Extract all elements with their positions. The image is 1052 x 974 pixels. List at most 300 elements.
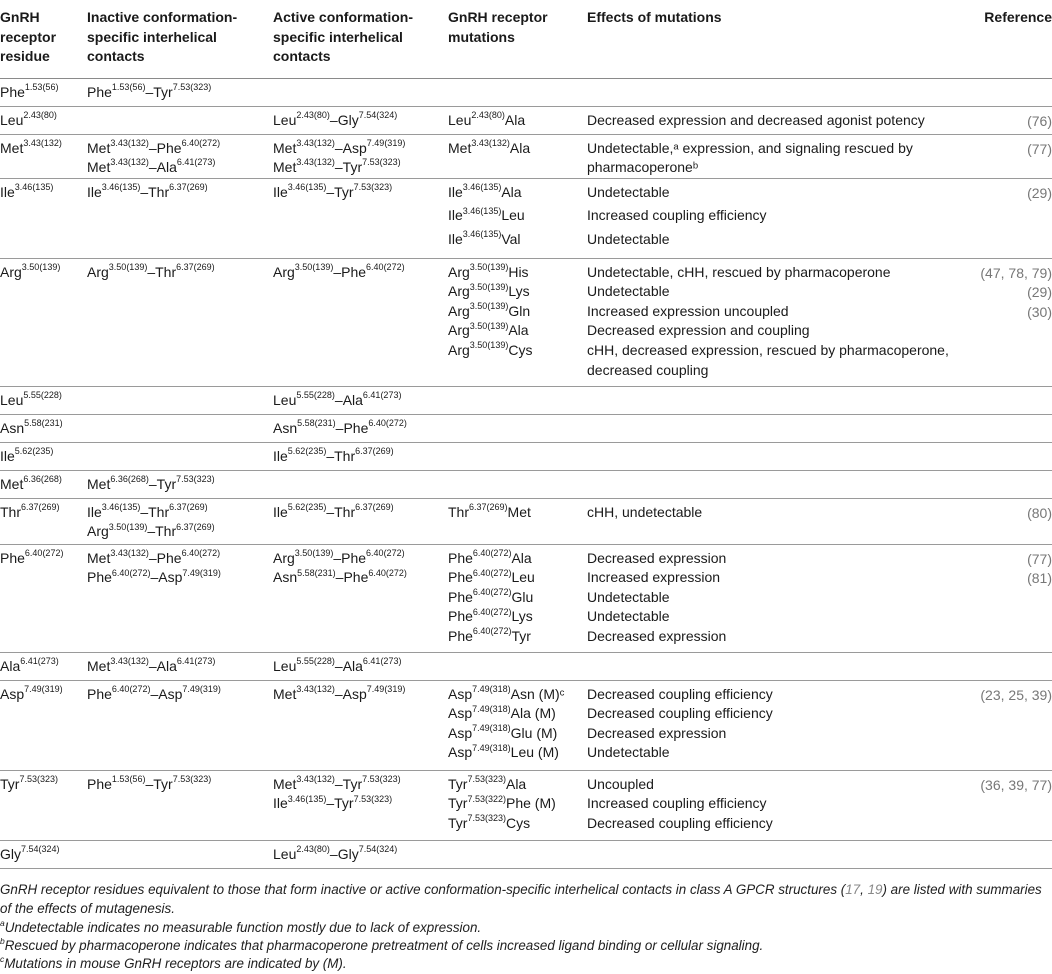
- effects-cell: [587, 106, 962, 134]
- effect-text: Decreased coupling efficiency: [587, 705, 773, 722]
- table-row: [0, 178, 1052, 258]
- effect-text: Increased expression: [587, 569, 721, 586]
- contact-number-b: 7.49(319): [182, 684, 221, 695]
- residue-number: 1.53(56): [24, 81, 59, 92]
- mutation-number: 3.50(139): [469, 320, 509, 331]
- inactive-contacts-cell: [87, 840, 273, 868]
- contact-pair: Met$^{3.43(132)}$–Asp$^{7.49(319)}$: [273, 684, 406, 702]
- table-row: [0, 106, 1052, 134]
- mutation-target: Met: [507, 503, 531, 520]
- effects-cell: [587, 470, 962, 498]
- contact-number-b: 7.49(319): [366, 137, 406, 148]
- contact-residue-a: Leu: [273, 657, 297, 674]
- reference-cell: [962, 414, 1052, 442]
- mutations-cell: [448, 544, 587, 652]
- mutation-number: 7.53(323): [467, 813, 506, 824]
- table-row: [0, 680, 1052, 770]
- contact-residue-a: Ile: [273, 183, 288, 200]
- contact-number-b: 6.37(269): [169, 502, 208, 513]
- residue-number: 5.62(235): [14, 446, 54, 457]
- effect-text: Undetectable: [587, 608, 670, 625]
- mutation-number: 6.40(272): [472, 567, 512, 578]
- inactive-contacts-cell: [87, 680, 273, 770]
- contact-number-a: 3.50(139): [294, 548, 334, 559]
- contact-residue-a: Phe: [87, 83, 112, 100]
- contact-pair: Ile$^{3.46(135)}$–Tyr$^{7.53(323)}$: [273, 793, 393, 812]
- contact-pair: Arg$^{3.50(139)}$–Thr$^{6.37(269)}$: [87, 262, 215, 280]
- mutation-target: Ala: [509, 139, 531, 156]
- contact-pair: Asn$^{5.58(231)}$–Phe$^{6.40(272)}$: [273, 418, 407, 436]
- mutation-number: 6.40(272): [472, 626, 512, 637]
- inactive-contacts-cell: [87, 78, 273, 106]
- contact-residue-b: Tyr: [342, 775, 363, 792]
- table-row: [0, 258, 1052, 386]
- inactive-contacts-cell: [87, 498, 273, 544]
- contact-pair: Phe$^{6.40(272)}$–Asp$^{7.49(319)}$: [87, 684, 221, 702]
- reference-cell: [962, 178, 1052, 258]
- contact-residue-a: Met: [273, 685, 297, 702]
- contact-pair: Phe$^{1.53(56)}$–Tyr$^{7.53(323)}$: [87, 774, 212, 792]
- active-contacts-cell: [273, 770, 448, 840]
- mutation: [448, 263, 587, 283]
- effect-text: cHH, undetectable: [587, 503, 703, 520]
- contact-pair: Leu$^{2.43(80)}$–Gly$^{7.54(324)}$: [273, 109, 398, 128]
- contact-number-a: 5.55(228): [296, 656, 335, 667]
- contact-pair: Met$^{3.43(132)}$–Ala$^{6.41(273)}$: [87, 656, 216, 674]
- mutation-number: 7.53(322): [467, 793, 506, 804]
- contact-residue-a: Phe: [87, 685, 112, 702]
- effects-cell: [587, 442, 962, 470]
- mutation-target: Glu (M): [510, 724, 558, 741]
- mutation-number: 7.49(318): [472, 742, 511, 753]
- contact-residue-b: Phe: [343, 569, 369, 586]
- footnote-a: $^a$Undetectable indicates no measurable function mostly due to lack of expression.: [0, 917, 482, 935]
- active-contacts-cell: [273, 134, 448, 178]
- mutation-residue: Phe: [448, 549, 473, 566]
- mutation-residue: Ile: [448, 183, 463, 200]
- residue-cell: [0, 470, 87, 498]
- inactive-contacts-cell: [87, 470, 273, 498]
- contact-residue-b: Phe: [156, 549, 182, 566]
- residue-number: 2.43(80): [23, 109, 57, 120]
- contact-pair: Leu$^{5.55(228)}$–Ala$^{6.41(273)}$: [273, 656, 402, 674]
- contact-residue-a: Met: [87, 549, 111, 566]
- mutations-cell: [448, 680, 587, 770]
- residue-name: Gly: [0, 845, 21, 862]
- effect-text: Undetectable: [587, 283, 670, 300]
- contact-number-a: 3.43(132): [110, 656, 149, 667]
- contact-number-a: 1.53(56): [111, 81, 146, 92]
- mutation-number: 3.46(135): [462, 229, 502, 240]
- reference-cell: [962, 544, 1052, 652]
- mutations-cell: [448, 470, 587, 498]
- effects-cell: [587, 414, 962, 442]
- effect-text: Undetectable, cHH, rescued by pharmacoperone: [587, 263, 891, 280]
- contact-number-a: 3.50(139): [294, 262, 334, 273]
- active-contacts-cell: [273, 414, 448, 442]
- mutation-number: 7.49(318): [472, 723, 511, 734]
- residue-name: Leu: [0, 111, 24, 128]
- contact-number-a: 3.50(139): [108, 262, 148, 273]
- contact-number-b: 7.54(324): [358, 109, 398, 120]
- inactive-contacts-cell: [87, 770, 273, 840]
- contact-residue-a: Ile: [273, 795, 288, 812]
- mutation: [448, 588, 587, 608]
- active-contacts-cell: [273, 106, 448, 134]
- mutations-cell: [448, 78, 587, 106]
- contact-pair: Met$^{6.36(268)}$–Tyr$^{7.53(323)}$: [87, 474, 215, 492]
- reference-cell: [962, 652, 1052, 680]
- mutation: [448, 549, 587, 569]
- mutation-residue: Arg: [448, 342, 470, 359]
- effect-text: Undetectable: [587, 744, 670, 761]
- contact-number-a: 5.58(231): [297, 567, 336, 578]
- mutation-target: Asn (M)ᶜ: [510, 685, 565, 702]
- contact-number-a: 1.53(56): [111, 774, 146, 785]
- mutation-target: Lys: [511, 608, 533, 625]
- contact-residue-a: Leu: [273, 111, 297, 128]
- mutation-residue: Asp: [448, 685, 473, 702]
- mutation-number: 3.43(132): [471, 137, 510, 148]
- contact-number-a: 5.58(231): [297, 418, 336, 429]
- contact-residue-b: Ala: [342, 391, 363, 408]
- header-effects: Effects of mutations: [587, 0, 962, 78]
- mutation: [448, 230, 587, 250]
- reference-cell: [962, 470, 1052, 498]
- contact-residue-b: Tyr: [334, 183, 354, 200]
- contact-residue-b: Gly: [337, 111, 359, 128]
- mutation-number: 6.40(272): [472, 587, 512, 598]
- footnote-b: $^b$Rescued by pharmacoperone indicates that pharmacoperone pretreatment of cells increased ligand binding or cellular signaling.: [0, 935, 764, 953]
- header-mutations: GnRH receptor mutations: [448, 0, 587, 78]
- contact-residue-a: Met: [87, 475, 111, 492]
- contact-number-a: 3.43(132): [296, 774, 335, 785]
- table-row: [0, 78, 1052, 106]
- mutation: [448, 704, 587, 724]
- contact-residue-b: Ala: [156, 657, 177, 674]
- effects-cell: [587, 258, 962, 386]
- residue-name: Met: [0, 139, 24, 156]
- contact-number-b: 6.37(269): [169, 182, 208, 193]
- contact-pair: Ile$^{5.62(235)}$–Thr$^{6.37(269)}$: [273, 502, 394, 520]
- residue-cell: [0, 544, 87, 652]
- mutation: [448, 685, 587, 705]
- reference-cell: [962, 386, 1052, 414]
- contact-number-b: 7.49(319): [366, 684, 406, 695]
- contact-residue-a: Met: [273, 159, 297, 176]
- contact-residue-a: Ile: [273, 503, 288, 520]
- effect-text: Decreased coupling efficiency: [587, 685, 773, 702]
- contact-pair: Phe$^{1.53(56)}$–Tyr$^{7.53(323)}$: [87, 81, 212, 100]
- residue-cell: [0, 442, 87, 470]
- mutation: [448, 341, 587, 361]
- active-contacts-cell: [273, 258, 448, 386]
- inactive-contacts-cell: [87, 386, 273, 414]
- contact-residue-a: Met: [273, 775, 297, 792]
- effect-text: Increased coupling efficiency: [587, 795, 767, 812]
- mutation: [448, 111, 587, 131]
- contact-residue-a: Arg: [273, 263, 295, 280]
- footnote-main: GnRH receptor residues equivalent to those that form inactive or active conformation-specific interhelical contacts in class A GPCR structures (17, 19) are listed with summaries of the effects of mutagenesis.: [0, 882, 1042, 916]
- contact-residue-a: Arg: [87, 523, 109, 540]
- mutation-target: Ala: [505, 775, 527, 792]
- contact-residue-a: Phe: [87, 775, 112, 792]
- table-row: [0, 414, 1052, 442]
- effect-text: Undetectable: [587, 588, 670, 605]
- reference-text: (36, 39, 77): [980, 776, 1052, 793]
- contact-residue-b: Gly: [337, 845, 359, 862]
- table-row: [0, 498, 1052, 544]
- mutations-cell: [448, 106, 587, 134]
- residue-cell: [0, 134, 87, 178]
- contact-number-b: 6.40(272): [366, 548, 405, 559]
- mutation-number: 2.43(80): [471, 109, 505, 120]
- contact-pair: Met$^{3.43(132)}$–Asp$^{7.49(319)}$: [273, 137, 406, 156]
- contact-residue-b: Asp: [158, 685, 183, 702]
- effect-text: Undetectable,ᵃ expression, and signaling rescued by: [587, 139, 913, 156]
- contact-residue-a: Ile: [273, 447, 288, 464]
- table-row: [0, 840, 1052, 868]
- contact-number-b: 6.41(273): [176, 656, 216, 667]
- contact-number-a: 3.43(132): [296, 684, 335, 695]
- contact-number-b: 7.53(323): [172, 774, 212, 785]
- residue-number: 5.58(231): [24, 418, 63, 429]
- effect-text: Undetectable: [587, 183, 670, 200]
- table-row: [0, 770, 1052, 840]
- mutation-target: Phe (M): [505, 795, 556, 812]
- contact-number-a: 3.43(132): [110, 157, 149, 168]
- contact-number-b: 6.37(269): [176, 521, 215, 532]
- active-contacts-cell: [273, 652, 448, 680]
- mutation-residue: Phe: [448, 569, 473, 586]
- effect-text: Decreased coupling efficiency: [587, 814, 773, 831]
- mutation-number: 7.49(318): [472, 684, 511, 695]
- effect-text: Increased expression uncoupled: [587, 302, 789, 319]
- active-contacts-cell: [273, 680, 448, 770]
- contact-number-a: 6.40(272): [111, 567, 151, 578]
- reference-text: (23, 25, 39): [980, 686, 1052, 703]
- reference-cell: [962, 78, 1052, 106]
- residue-cell: [0, 414, 87, 442]
- header-row: [0, 0, 1052, 78]
- residue-cell: [0, 498, 87, 544]
- effect-text: Decreased expression and decreased agonist potency: [587, 111, 925, 128]
- contact-residue-b: Phe: [341, 549, 367, 566]
- residue-name: Phe: [0, 83, 25, 100]
- reference-text: (76): [1027, 112, 1052, 129]
- effect-text: Decreased expression: [587, 724, 727, 741]
- residue-cell: [0, 78, 87, 106]
- inactive-contacts-cell: [87, 544, 273, 652]
- mutation-residue: Thr: [448, 503, 469, 520]
- contact-residue-b: Asp: [342, 685, 367, 702]
- mutation: [448, 503, 587, 523]
- mutation: [448, 183, 587, 203]
- residue-number: 5.55(228): [23, 390, 62, 401]
- mutations-cell: [448, 258, 587, 386]
- mutation-residue: Leu: [448, 111, 472, 128]
- residue-number: 6.41(273): [20, 656, 59, 667]
- reference-text: (77): [1027, 140, 1052, 157]
- reference-cell: [962, 134, 1052, 178]
- inactive-contacts-cell: [87, 414, 273, 442]
- effects-cell: [587, 498, 962, 544]
- inactive-contacts-cell: [87, 178, 273, 258]
- contact-number-b: 6.41(273): [362, 656, 402, 667]
- contact-residue-a: Ile: [87, 503, 102, 520]
- contact-pair: Met$^{3.43(132)}$–Ala$^{6.41(273)}$: [87, 157, 216, 176]
- contact-residue-b: Phe: [343, 419, 369, 436]
- contact-number-a: 2.43(80): [296, 109, 330, 120]
- reference-cell: [962, 680, 1052, 770]
- mutation-target: Leu (M): [510, 744, 559, 761]
- contact-residue-a: Met: [87, 657, 111, 674]
- contact-residue-b: Asp: [342, 139, 367, 156]
- effects-cell: [587, 134, 962, 178]
- inactive-contacts-cell: [87, 258, 273, 386]
- residue-name: Phe: [0, 549, 25, 566]
- contact-number-b: 6.37(269): [355, 446, 394, 457]
- table-row: [0, 442, 1052, 470]
- mutation-number: 6.37(269): [469, 502, 508, 513]
- contact-residue-b: Phe: [156, 139, 182, 156]
- residue-number: 6.36(268): [23, 474, 62, 485]
- mutation-residue: Asp: [448, 744, 473, 761]
- header-active: Active conformation- specific interhelical contacts: [273, 0, 448, 78]
- active-contacts-cell: [273, 178, 448, 258]
- active-contacts-cell: [273, 498, 448, 544]
- contact-residue-a: Met: [87, 139, 111, 156]
- mutation-number: 3.46(135): [462, 205, 502, 216]
- mutations-cell: [448, 134, 587, 178]
- inactive-contacts-cell: [87, 442, 273, 470]
- reference-text: (30): [1027, 303, 1052, 320]
- effect-text: Undetectable: [587, 230, 670, 247]
- contact-residue-a: Asn: [273, 419, 298, 436]
- reference-cell: [962, 258, 1052, 386]
- residue-cell: [0, 652, 87, 680]
- contact-number-a: 3.46(135): [287, 182, 327, 193]
- contact-residue-b: Thr: [155, 523, 177, 540]
- reference-text: (81): [1027, 570, 1052, 587]
- contact-residue-a: Asn: [273, 569, 298, 586]
- mutations-cell: [448, 770, 587, 840]
- contact-residue-b: Ala: [342, 657, 363, 674]
- inactive-contacts-cell: [87, 652, 273, 680]
- active-contacts-cell: [273, 840, 448, 868]
- effect-text: Decreased expression and coupling: [587, 322, 810, 339]
- mutation-residue: Phe: [448, 588, 473, 605]
- mutation: [448, 743, 587, 763]
- mutation-number: 3.50(139): [469, 281, 509, 292]
- residue-name: Asp: [0, 685, 25, 702]
- contact-residue-b: Thr: [334, 447, 356, 464]
- residue-name: Ile: [0, 183, 15, 200]
- mutation-residue: Asp: [448, 705, 473, 722]
- contact-number-b: 6.40(272): [368, 567, 407, 578]
- contact-residue-b: Tyr: [342, 159, 363, 176]
- residue-number: 3.46(135): [14, 182, 54, 193]
- effects-cell: [587, 680, 962, 770]
- residue-number: 3.50(139): [21, 262, 61, 273]
- residue-cell: [0, 178, 87, 258]
- contact-pair: Met$^{3.43(132)}$–Phe$^{6.40(272)}$: [87, 548, 221, 566]
- contact-number-a: 5.62(235): [287, 502, 327, 513]
- contact-number-b: 6.37(269): [355, 502, 394, 513]
- effects-cell: [587, 652, 962, 680]
- contact-number-b: 6.40(272): [181, 548, 221, 559]
- contact-pair: Ile$^{3.46(135)}$–Thr$^{6.37(269)}$: [87, 502, 208, 520]
- contact-residue-b: Thr: [148, 183, 170, 200]
- contact-pair: Ile$^{5.62(235)}$–Thr$^{6.37(269)}$: [273, 446, 394, 464]
- contact-number-a: 6.36(268): [110, 474, 149, 485]
- contact-pair: Ile$^{3.46(135)}$–Tyr$^{7.53(323)}$: [273, 182, 393, 200]
- contact-number-a: 3.46(135): [287, 793, 327, 804]
- contact-number-a: 5.62(235): [287, 446, 327, 457]
- contact-number-b: 7.53(323): [172, 81, 212, 92]
- mutation-target: Ala: [504, 111, 526, 128]
- mutation-target: Lys: [508, 283, 530, 300]
- mutation-residue: Ile: [448, 207, 463, 224]
- contact-number-b: 7.53(323): [362, 774, 401, 785]
- table-row: [0, 386, 1052, 414]
- mutation-target: Val: [501, 230, 521, 247]
- mutation-target: Ala: [501, 183, 522, 200]
- effect-text: Uncoupled: [587, 775, 654, 792]
- table-row: [0, 470, 1052, 498]
- mutation: [448, 206, 587, 226]
- residue-cell: [0, 386, 87, 414]
- effect-text: Decreased expression: [587, 628, 727, 645]
- mutation-target: Glu: [511, 588, 534, 605]
- mutation: [448, 568, 587, 588]
- effect-text: decreased coupling: [587, 361, 709, 378]
- mutation-residue: Tyr: [448, 795, 468, 812]
- mutation-number: 3.50(139): [469, 301, 509, 312]
- table-row: [0, 652, 1052, 680]
- inactive-contacts-cell: [87, 134, 273, 178]
- contact-pair: Leu$^{2.43(80)}$–Gly$^{7.54(324)}$: [273, 844, 398, 862]
- reference-text: (29): [1027, 284, 1052, 301]
- contact-number-b: 7.49(319): [182, 567, 221, 578]
- contact-residue-b: Phe: [341, 263, 367, 280]
- mutation-target: Ala: [508, 322, 529, 339]
- contact-number-a: 6.40(272): [111, 684, 151, 695]
- residue-name: Ile: [0, 447, 15, 464]
- mutations-cell: [448, 840, 587, 868]
- residue-cell: [0, 770, 87, 840]
- contact-number-b: 6.37(269): [176, 262, 215, 273]
- contact-residue-a: Ile: [87, 183, 102, 200]
- mutation-residue: Tyr: [448, 775, 468, 792]
- contact-pair: Met$^{3.43(132)}$–Phe$^{6.40(272)}$: [87, 137, 221, 156]
- mutation-residue: Met: [448, 139, 472, 156]
- reference-text: (29): [1027, 184, 1052, 201]
- mutation: [448, 627, 587, 647]
- contact-residue-b: Ala: [156, 159, 177, 176]
- active-contacts-cell: [273, 470, 448, 498]
- contact-number-b: 6.41(273): [362, 390, 402, 401]
- contact-number-b: 7.53(323): [353, 182, 393, 193]
- header-reference: Reference: [962, 0, 1052, 78]
- contact-number-a: 2.43(80): [296, 844, 330, 855]
- contact-number-a: 3.43(132): [296, 137, 335, 148]
- contact-pair: Asn$^{5.58(231)}$–Phe$^{6.40(272)}$: [273, 567, 407, 586]
- contact-residue-a: Arg: [87, 263, 109, 280]
- residue-cell: [0, 680, 87, 770]
- contact-residue-b: Thr: [155, 263, 177, 280]
- mutation-target: Cys: [505, 814, 531, 831]
